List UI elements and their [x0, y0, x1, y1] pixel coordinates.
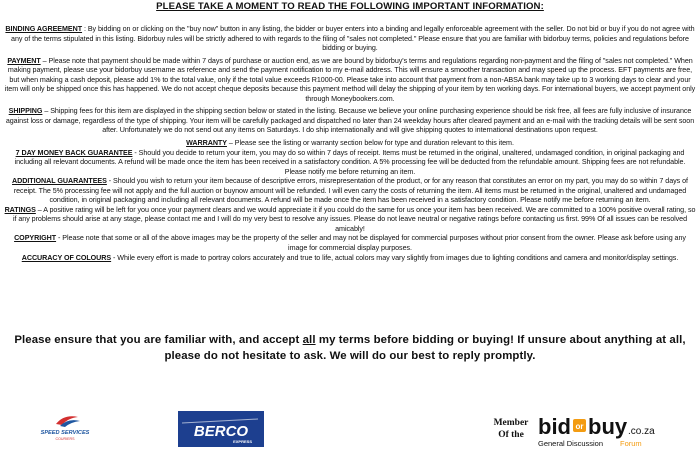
copyright-heading: COPYRIGHT — [14, 234, 57, 243]
domain-text: .co.za — [628, 426, 655, 437]
ratings-section — [4, 206, 696, 235]
closing-part2: my terms before bidding or buying! If unsure about anything at all, please do not hesitate to ask. We will do our best to reply promptly. — [164, 334, 686, 362]
buy-text: buy — [588, 414, 628, 439]
warranty-heading: WARRANTY — [186, 139, 227, 148]
general-discussion-text: General Discussion — [538, 439, 604, 448]
ratings-heading: RATINGS — [4, 205, 36, 214]
closing-notice — [0, 333, 700, 364]
shipping-section — [4, 107, 696, 136]
binding-agreement-section — [4, 25, 696, 54]
payment-section — [4, 57, 696, 105]
shipping-text: – Shipping fees for this item are displayed in the shipping section below or stated in the listing. Because we believe your online purchasing experience should be risk free, all fees are fully inclusive of insurance against loss or damage, regardless of the type of shipping. Your item will be carefully packaged and dispatched no later than 24 weekday hours after cleared payment and an e-mail with the tracking details will be sent soon after. Unfortunately we do not send out any items on Saturdays. I do ship internationally and will give shipping quotes to international destinations upon request. — [5, 107, 695, 135]
binding-agreement-heading: BINDING AGREEMENT — [5, 25, 83, 33]
speed-services-text: SPEED SERVICES — [40, 430, 90, 436]
colours-heading: ACCURACY OF COLOURS — [21, 253, 112, 262]
closing-part1: Please ensure that you are familiar with, and accept — [14, 334, 303, 346]
additional-guarantees-section — [4, 177, 696, 206]
speed-services-logo — [34, 412, 96, 442]
terms-body — [4, 25, 696, 263]
bid-text: bid — [538, 414, 571, 439]
warranty-text: – Please see the listing or warranty section below for type and duration relevant to this item. — [226, 139, 514, 148]
binding-agreement-text: : By bidding on or clicking on the "buy now" button in any listing, the bidder or buyer enters into a binding and legally enforceable agreement with the seller. Do not bid or buy if you do not agree with any of the terms stipulated in this listing. Bidorbuy rules will be strictly adhered to with regards to the filing of "sales not completed." Please ensure that you are familiar with bidorbuy terms, policies and regulations before bidding or buying. — [11, 25, 695, 53]
copyright-section — [4, 234, 696, 253]
forum-text: Forum — [620, 439, 642, 448]
berco-text: BERCO — [193, 423, 249, 440]
member-line2: Of the — [498, 430, 524, 440]
payment-heading: PAYMENT — [7, 56, 41, 65]
additional-guarantees-heading: ADDITIONAL GUARANTEES — [12, 177, 107, 186]
berco-express-logo — [178, 411, 264, 447]
copyright-text: - Please note that some or all of the above images may be the property of the seller and may not be displayed for commercial purposes without prior consent from the owner. Please ask before using any image for commercial display purposes. — [56, 234, 686, 253]
money-back-heading: 7 DAY MONEY BACK GUARANTEE — [15, 148, 133, 157]
page-title: PLEASE TAKE A MOMENT TO READ THE FOLLOWING IMPORTANT INFORMATION: — [156, 1, 544, 12]
warranty-section — [4, 139, 696, 149]
money-back-text: - Should you decide to return your item, you may do so within 7 days of receipt. Items must be returned in the original, unaltered, undamaged condition, in original packaging and including all relevant documents. A refund will be made once the item has been received in a satisfactory condition. A 5% processing fee will be deducted from the refundable amount. Shipping fees are not refundable. Please notify me before returning an item. — [14, 148, 686, 176]
bidorbuy-forum-logo — [536, 410, 686, 452]
ratings-text: – A positive rating will be left for you once your payment clears and we would appreciate it if you could do the same for us once your item has been received. We are committed to a 100% positive overall rating, so if any problems should arise at any stage, please contact me and I will do my very best to resolve any issues. Please do not leave neutral or negative ratings before contacting us first. 99% Of all issues can be resolved amicably! — [12, 205, 696, 233]
member-line1: Member — [493, 418, 529, 428]
colours-section — [4, 254, 696, 264]
couriers-text: COURIERS — [55, 437, 75, 441]
closing-emphasis: all — [302, 334, 316, 346]
money-back-section — [4, 149, 696, 178]
colours-text: - While every effort is made to portray colors accurately and true to life, actual colors may vary slightly from images due to lighting conditions and camera and monitor/display settings. — [111, 253, 679, 262]
berco-express-text: EXPRESS — [233, 439, 252, 444]
shipping-heading: SHIPPING — [8, 107, 43, 116]
or-text: or — [575, 422, 584, 431]
additional-guarantees-text: - Should you wish to return your item because of descriptive errors, misrepresentation of the product, or for any reason that constitutes an error on my part, you may do so within 7 days of receipt. The 5% processing fee will not apply and the full auction or buynow amount will be refunded. I will even carry the costs of returning the item. All items must be returned in the original, unaltered and undamaged condition, in original packaging and including all relevant documents. A refund will be made once the item has been received in a satisfactory condition. Please notify me before returning an item. — [13, 177, 688, 205]
payment-text: – Please note that payment should be made within 7 days of purchase or auction end, as we are bound by bidorbuy's terms and regulations regarding non-payment and the filing of "sales not completed." When making payment, please use your bidorbuy username as reference and send the payment notification to my e-mail address. This will ensure a smoother transaction and may speed up the process. EFT payments are free, but when making a cash deposit, please add 1% to the total value, only if the total value exceeds R1000-00. Please take into account that payment from a non-ABSA bank may take up to 3 working days to clear and your item will only be shipped once this has happened. We do not accept cheque deposits because this payment method will delay the shipping of your item by ten working days. For international buyers, we accept payment only through Moneybookers.com. — [4, 56, 696, 103]
member-of-the-label — [488, 417, 534, 441]
